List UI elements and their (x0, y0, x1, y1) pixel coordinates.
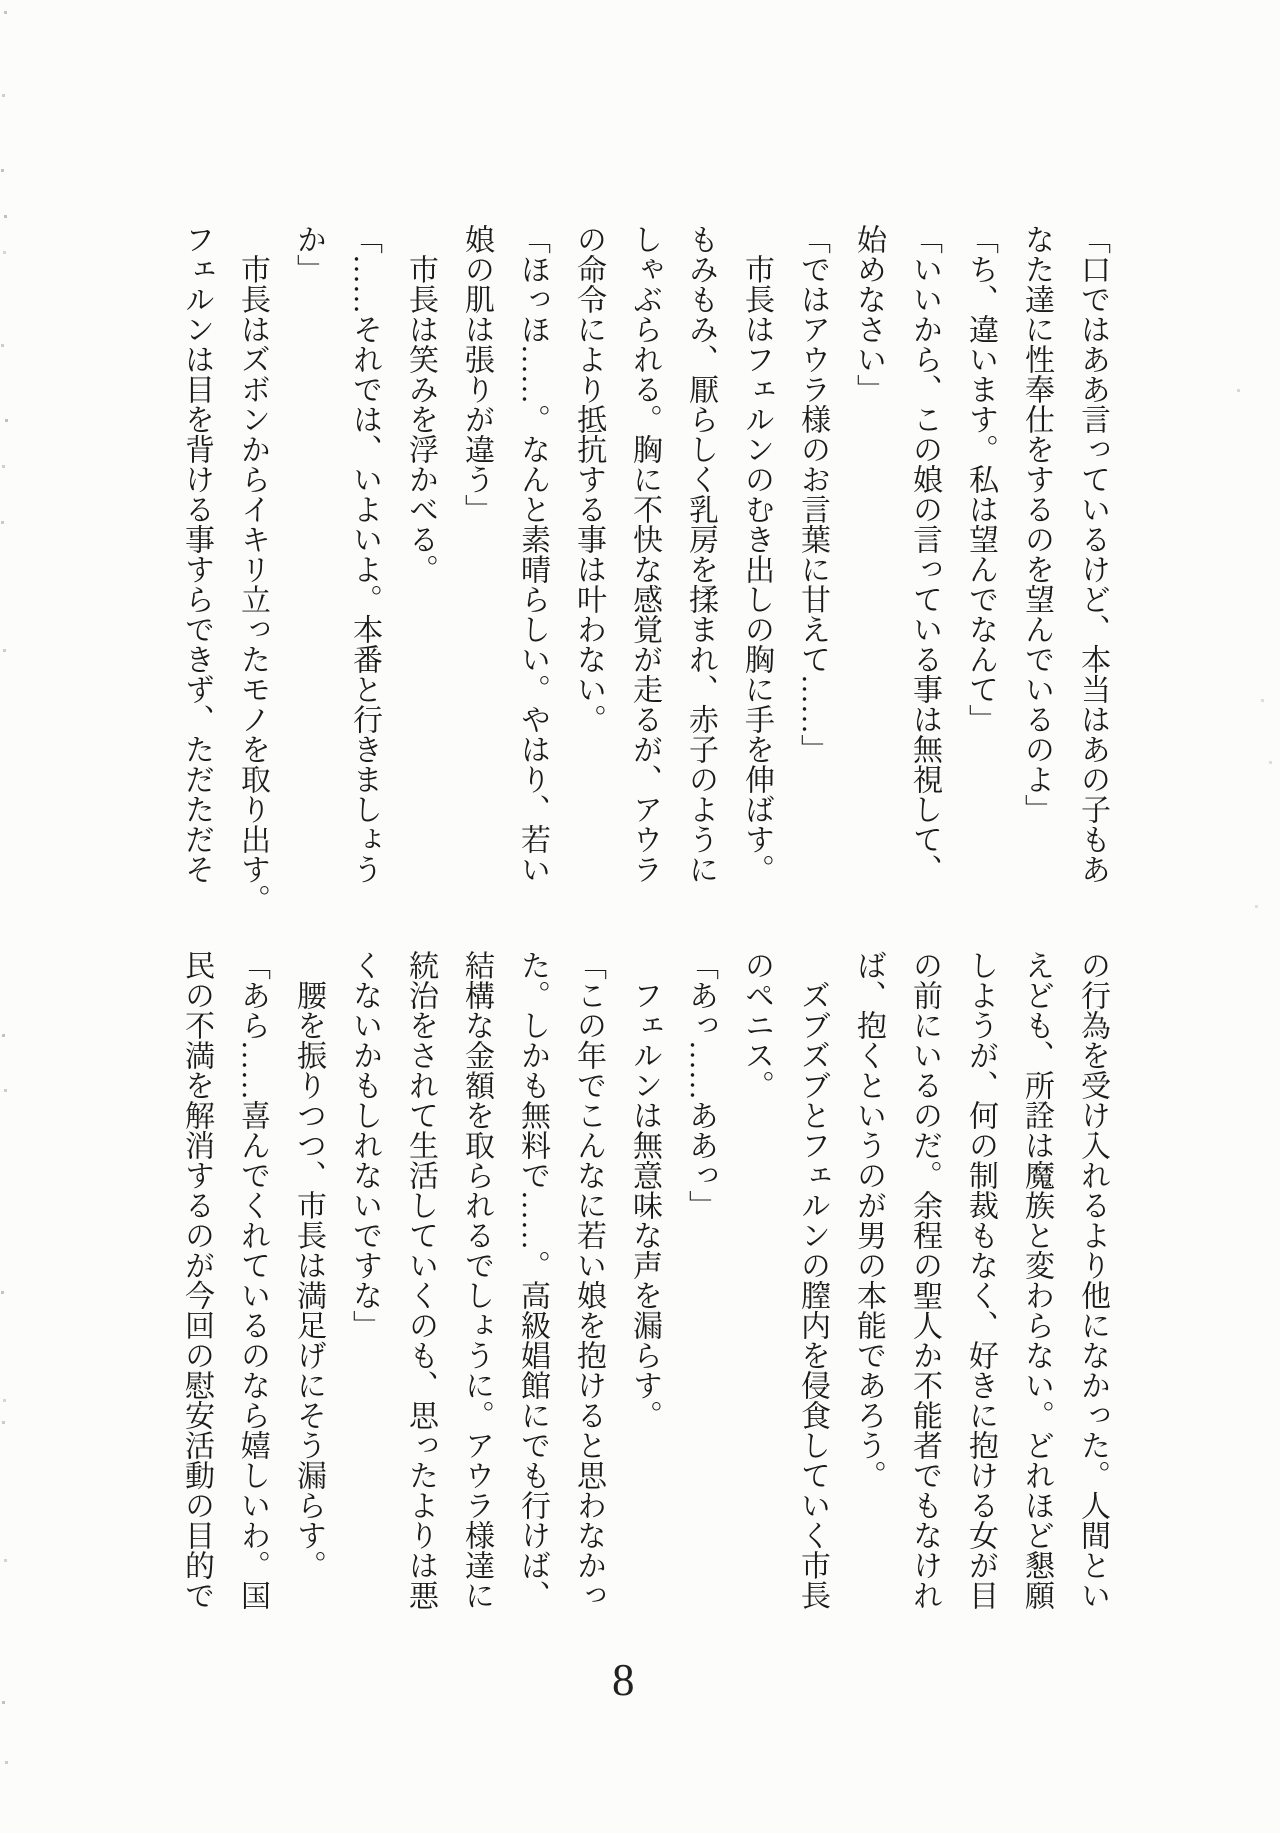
text-line: か」 (292, 224, 325, 284)
text-line: 「あら……喜んでくれているのなら嬉しいわ。国 (236, 950, 269, 1610)
text-line: ズブズブとフェルンの膣内を侵食していく市長 (796, 980, 829, 1610)
text-line: なた達に性奉仕をするのを望んでいるのよ」 (1020, 224, 1053, 824)
text-line: 「ではアウラ様のお言葉に甘えて……」 (796, 224, 829, 764)
text-line: フェルンは無意味な声を漏らす。 (628, 980, 661, 1430)
text-block-lower (168, 950, 1120, 1640)
text-line: しようが、何の制裁もなく、好きに抱ける女が目 (964, 950, 997, 1610)
text-line: えども、所詮は魔族と変わらない。どれほど懇願 (1020, 950, 1053, 1610)
text-block-upper (168, 224, 1120, 914)
text-line: 統治をされて生活していくのも、思ったよりは悪 (404, 950, 437, 1610)
text-line: 民の不満を解消するのが今回の慰安活動の目的で (180, 950, 213, 1610)
text-line: 市長は笑みを浮かべる。 (404, 254, 437, 584)
text-line: のペニス。 (740, 950, 773, 1100)
text-line: もみもみ、厭らしく乳房を揉まれ、赤子のように (684, 224, 717, 884)
text-line: 市長はフェルンのむき出しの胸に手を伸ばす。 (740, 254, 773, 884)
text-line: た。しかも無料で……。高級娼館にでも行けば、 (516, 950, 549, 1610)
text-line: くないかもしれないですな」 (348, 950, 381, 1340)
text-line: の行為を受け入れるより他になかった。人間とい (1076, 950, 1109, 1610)
text-line: 「あっ……ああっ」 (684, 950, 717, 1220)
text-line: 「いいから、この娘の言っている事は無視して、 (908, 224, 941, 884)
text-line: しゃぶられる。胸に不快な感覚が走るが、アウラ (628, 224, 661, 884)
text-line: ば、抱くというのが男の本能であろう。 (852, 950, 885, 1490)
text-line: 市長はズボンからイキリ立ったモノを取り出す。 (236, 254, 269, 914)
page-number: 8 (612, 1655, 635, 1705)
text-line: 「この年でこんなに若い娘を抱けると思わなかっ (572, 950, 605, 1610)
text-line: 「ほっほ……。なんと素晴らしい。やはり、若い (516, 224, 549, 884)
text-line: 「口ではああ言っているけど、本当はあの子もあ (1076, 224, 1109, 884)
text-line: 「……それでは、いよいよ。本番と行きましょう (348, 224, 381, 884)
text-line: フェルンは目を背ける事すらできず、ただただそ (180, 224, 213, 884)
scan-dust-specks (0, 0, 1, 1)
text-line: の命令により抵抗する事は叶わない。 (572, 224, 605, 734)
text-line: 始めなさい」 (852, 224, 885, 404)
text-line: 娘の肌は張りが違う」 (460, 224, 493, 524)
text-line: 「ち、違います。私は望んでなんて」 (964, 224, 997, 734)
text-line: 結構な金額を取られるでしょうに。アウラ様達に (460, 950, 493, 1610)
text-line: 腰を振りつつ、市長は満足げにそう漏らす。 (292, 980, 325, 1580)
text-line: の前にいるのだ。余程の聖人か不能者でもなけれ (908, 950, 941, 1610)
